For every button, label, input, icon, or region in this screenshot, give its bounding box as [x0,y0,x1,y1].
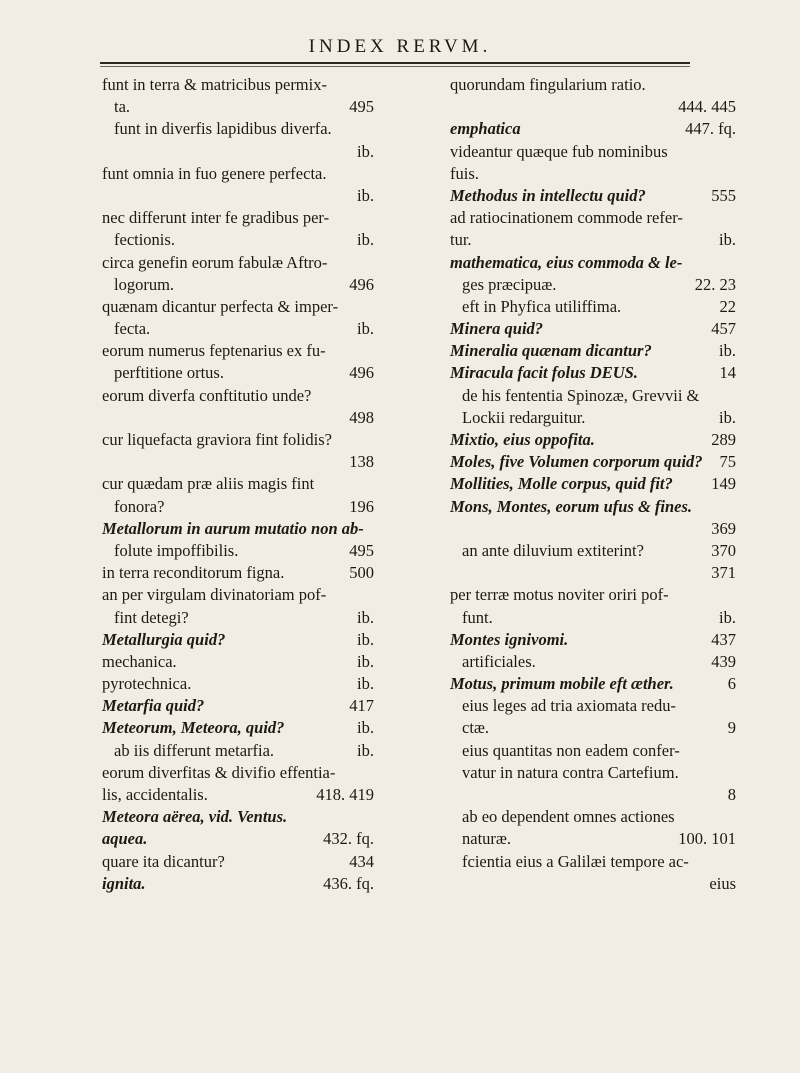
index-entry [450,385,736,407]
index-entry [450,851,736,873]
index-entry [102,385,374,407]
entry-text: Montes ignivomi. [450,629,569,649]
header-rule [100,62,690,64]
index-entry [102,318,374,340]
entry-text: ab eo dependent omnes actiones [462,807,675,827]
entry-text: Mixtio, eius oppofita. [450,430,595,449]
page-reference: ib. [357,740,374,760]
entry-text: folute impoffibilis. [114,540,239,560]
entry-text: fonora? [114,496,165,516]
entry-text: Meteorum, Meteora, quid? [102,718,285,738]
page-reference: ib. [357,607,374,627]
index-entry [102,252,374,274]
page-reference: 434 [349,851,374,871]
index-entry [102,118,374,140]
page-reference: ib. [357,629,374,649]
entry-text: Metarfia quid? [102,696,205,716]
page-reference: 289 [711,430,736,449]
entry-text: Minera quid? [450,319,544,339]
page-reference: 149 [711,474,736,494]
entry-text: videantur quæque fub nominibus [450,141,668,161]
entry-text: Mineralia quænam dicantur? [450,341,652,361]
index-entry [450,562,736,584]
entry-text: naturæ. [462,829,512,849]
index-column-left [102,74,374,895]
entry-text: lis, accidentalis. [102,785,208,804]
page-reference: ib. [357,230,374,250]
page-reference: 6 [727,674,736,694]
entry-text: pyrotechnica. [102,674,192,694]
index-entry [450,762,736,784]
index-entry [102,96,374,118]
index-entry [102,141,374,163]
entry-text: logorum. [114,274,175,294]
entry-text: Miracula facit folus DEUS. [450,363,638,383]
index-entry [102,851,374,873]
index-entry [450,629,736,651]
index-entry [102,607,374,629]
entry-text: funt omnia in fuo genere perfecta. [102,163,327,183]
index-entry [450,473,736,495]
entry-text: ges præcipuæ. [462,274,557,294]
header-rule-thin [100,66,690,67]
index-entry [450,96,736,118]
index-entry [450,873,736,895]
page-reference: 496 [349,274,374,294]
entry-text: cur quædam præ aliis magis fint [102,474,315,494]
entry-text: tur. [450,230,472,250]
page-reference: 496 [349,363,374,383]
index-entry [102,651,374,673]
index-entry [102,407,374,429]
entry-text: vatur in natura contra Cartefium. [462,762,679,782]
page-reference: ib. [357,319,374,339]
page-reference: 439 [711,651,736,671]
entry-text: mathematica, eius commoda & le- [450,252,683,272]
index-entry [450,429,736,451]
index-entry [450,828,736,850]
index-entry [450,673,736,695]
page-reference: 437 [711,629,736,649]
entry-text: mechanica. [102,651,177,671]
index-entry [450,163,736,185]
page-reference: 457 [711,319,736,339]
page-reference: 9 [727,718,736,738]
index-entry [450,74,736,96]
index-entry [102,828,374,850]
entry-text: fectionis. [114,230,175,250]
page-reference: 447. fq. [685,119,736,139]
page-reference: 432. fq. [323,829,374,849]
entry-text: ta. [114,97,131,117]
entry-text: circa genefin eorum fabulæ Aftro- [102,252,328,272]
index-entry [450,651,736,673]
index-entry [450,141,736,163]
entry-text: fint detegi? [114,607,189,627]
entry-text: eorum numerus feptenarius ex fu- [102,341,326,361]
index-entry [450,518,736,540]
index-entry [102,207,374,229]
entry-text: fecta. [114,319,151,339]
page-reference: 196 [349,496,374,516]
page-reference: ib. [357,141,374,161]
page-reference: 100. 101 [678,829,736,849]
page-reference: ib. [357,651,374,671]
entry-text: eft in Phyfica utiliffima. [462,296,622,316]
index-entry [450,451,736,473]
entry-text: eorum diverfitas & divifio effentia- [102,762,336,782]
entry-text: funt in diverfis lapidibus diverfa. [114,119,332,139]
entry-text: quorundam fingularium ratio. [450,75,646,94]
entry-text: perftitione ortus. [114,363,224,383]
page-reference: 22. 23 [694,274,736,294]
index-entry [102,629,374,651]
index-entry [450,584,736,606]
entry-text: quare ita dicantur? [102,851,225,871]
page-reference: 75 [719,452,736,472]
page-reference: 418. 419 [316,785,374,804]
index-entry [450,318,736,340]
index-entry [450,362,736,384]
entry-text: Metallorum in aurum mutatio non ab- [102,518,364,538]
index-entry [450,407,736,429]
entry-text: fcientia eius a Galilæi tempore ac- [462,851,689,871]
index-entry [102,806,374,828]
index-entry [450,806,736,828]
index-entry [450,252,736,274]
index-entry [450,207,736,229]
index-entry [450,695,736,717]
entry-text: de his fententia Spinozæ, Grevvii & [462,385,700,405]
entry-text: ad ratiocinationem commode refer- [450,208,683,228]
entry-text: cur liquefacta graviora fint folidis? [102,430,332,449]
index-entry [102,584,374,606]
index-entry [102,784,374,806]
entry-text: in terra reconditorum figna. [102,563,285,583]
entry-text: Metallurgia quid? [102,629,226,649]
index-entry [450,784,736,806]
entry-text: ab iis differunt metarfia. [114,740,275,760]
page-reference: 370 [711,540,736,560]
entry-text: artificiales. [462,651,536,671]
page-reference: 417 [349,696,374,716]
page-reference: ib. [719,607,736,627]
page-reference: 498 [349,407,374,427]
entry-text: an ante diluvium extiterint? [462,540,644,560]
index-entry [102,673,374,695]
page-reference: ib. [719,341,736,361]
entry-text: eorum diverfa conftitutio unde? [102,385,312,405]
index-entry [102,873,374,895]
page-reference: 436. fq. [323,873,374,893]
index-entry [102,717,374,739]
index-entry [102,362,374,384]
page-reference: ib. [357,185,374,205]
page-reference: ib. [719,407,736,427]
page-reference: ib. [357,718,374,738]
index-entry [102,185,374,207]
index-entry [102,429,374,451]
entry-text: quænam dicantur perfecta & imper- [102,296,339,316]
page-reference: 22 [719,296,736,316]
entry-text: Meteora aërea, vid. Ventus. [102,807,288,827]
page-reference: eius [709,873,736,893]
index-entry [450,274,736,296]
page-reference: 138 [349,452,374,472]
page-reference: 495 [349,97,374,117]
index-entry [102,496,374,518]
page-reference: 8 [727,785,736,804]
index-entry [102,540,374,562]
page-reference: 495 [349,540,374,560]
entry-text: Moles, five Volumen corporum quid? [450,452,703,472]
index-entry [102,740,374,762]
index-entry [102,451,374,473]
index-entry [102,473,374,495]
entry-text: eius quantitas non eadem confer- [462,740,680,760]
entry-text: Methodus in intellectu quid? [450,185,646,205]
entry-text: eius leges ad tria axiomata redu- [462,696,676,716]
entry-text: fuis. [450,163,479,183]
entry-text: Motus, primum mobile eft æther. [450,674,674,694]
index-entry [102,762,374,784]
index-entry [450,340,736,362]
index-entry [102,562,374,584]
index-entry [102,340,374,362]
index-entry [450,185,736,207]
entry-text: ignita. [102,873,146,893]
entry-text: emphatica [450,119,521,139]
index-column-right [450,74,736,895]
entry-text: funt. [462,607,493,627]
index-entry [102,695,374,717]
index-entry [450,496,736,518]
entry-text: funt in terra & matricibus permix- [102,75,327,94]
index-entry [102,296,374,318]
page-reference: 371 [711,563,736,583]
entry-text: Lockii redarguitur. [462,407,586,427]
page-reference: ib. [719,230,736,250]
index-entry [102,163,374,185]
entry-text: Mollities, Molle corpus, quid fit? [450,474,673,494]
page-reference: 14 [719,363,736,383]
running-header: INDEX RERVM. [308,36,492,57]
entry-text: ctæ. [462,718,490,738]
page-reference: 369 [711,518,736,538]
index-entry [450,296,736,318]
index-entry [450,740,736,762]
index-entry [450,118,736,140]
index-entry [450,229,736,251]
entry-text: an per virgulam divinatoriam pof- [102,585,327,605]
page-reference: 444. 445 [678,97,736,117]
entry-text: per terræ motus noviter oriri pof- [450,585,669,605]
index-entry [102,274,374,296]
entry-text: Mons, Montes, eorum ufus & fines. [450,496,693,516]
index-entry [102,229,374,251]
index-entry [450,607,736,629]
page-reference: 500 [349,563,374,583]
page-reference: ib. [357,674,374,694]
entry-text: nec differunt inter fe gradibus per- [102,208,330,228]
entry-text: aquea. [102,829,148,849]
index-entry [102,74,374,96]
page-reference: 555 [711,185,736,205]
index-entry [450,540,736,562]
index-entry [102,518,374,540]
index-entry [450,717,736,739]
